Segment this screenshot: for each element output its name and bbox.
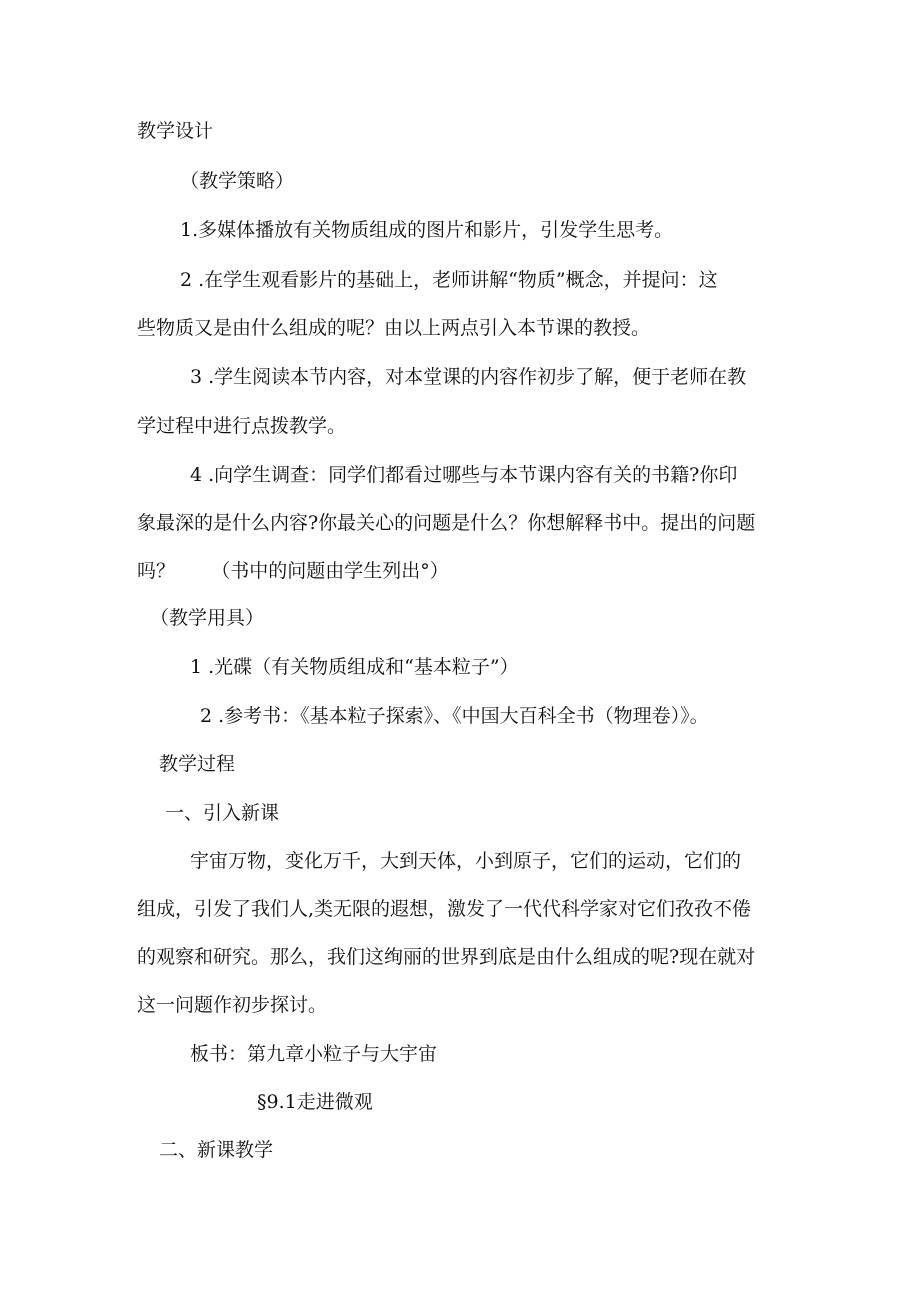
intro-line-2: 组成，引发了我们人,类无限的遐想，激发了一代代科学家对它们孜孜不倦 <box>137 898 752 920</box>
process-title: 教学过程 <box>159 753 236 775</box>
strategy-item-3-line-2: 学过程中进行点拨教学。 <box>137 415 347 437</box>
intro-line-4: 这一问题作初步探讨。 <box>137 994 328 1016</box>
tools-item-1: 1 .光碟（有关物质组成和“基本粒子”） <box>190 656 519 678</box>
intro-line-1: 宇宙万物，变化万千，大到天体，小到原子，它们的运动，它们的 <box>190 850 742 872</box>
tools-item-2: 2 .参考书：《基本粒子探索》、《中国大百科全书（物理卷）》。 <box>200 705 709 727</box>
strategy-heading: （教学策略） <box>180 170 295 192</box>
intro-line-3: 的观察和研究。那么，我们这绚丽的世界到底是由什么组成的呢?现在就对 <box>137 946 756 968</box>
part1-title: 一、引入新课 <box>165 802 280 824</box>
strategy-item-1: 1.多媒体播放有关物质组成的图片和影片，引发学生思考。 <box>180 219 674 241</box>
strategy-item-2-line-2: 些物质又是由什么组成的呢？由以上两点引入本节课的教授。 <box>137 317 651 339</box>
board-label: 板书：第九章小粒子与大宇宙 <box>190 1043 438 1065</box>
section-title-teaching-design: 教学设计 <box>137 120 214 142</box>
board-section: §9.1走进微观 <box>257 1091 373 1113</box>
strategy-item-3-line-1: 3 .学生阅读本节内容，对本堂课的内容作初步了解，便于老师在教 <box>190 366 747 388</box>
part2-title: 二、新课教学 <box>159 1139 274 1161</box>
strategy-item-2-line-1: 2 .在学生观看影片的基础上，老师讲解“物质”概念，并提问：这 <box>180 269 718 291</box>
strategy-item-4-line-1: 4 .向学生调查：同学们都看过哪些与本节课内容有关的书籍?你印 <box>190 464 738 486</box>
strategy-item-4-line-2: 象最深的是什么内容?你最关心的问题是什么？你想解释书中。提出的问题 <box>137 512 756 534</box>
strategy-item-4-line-3: 吗？ （书中的问题由学生列出°） <box>137 560 449 582</box>
tools-heading: （教学用具） <box>150 607 265 629</box>
